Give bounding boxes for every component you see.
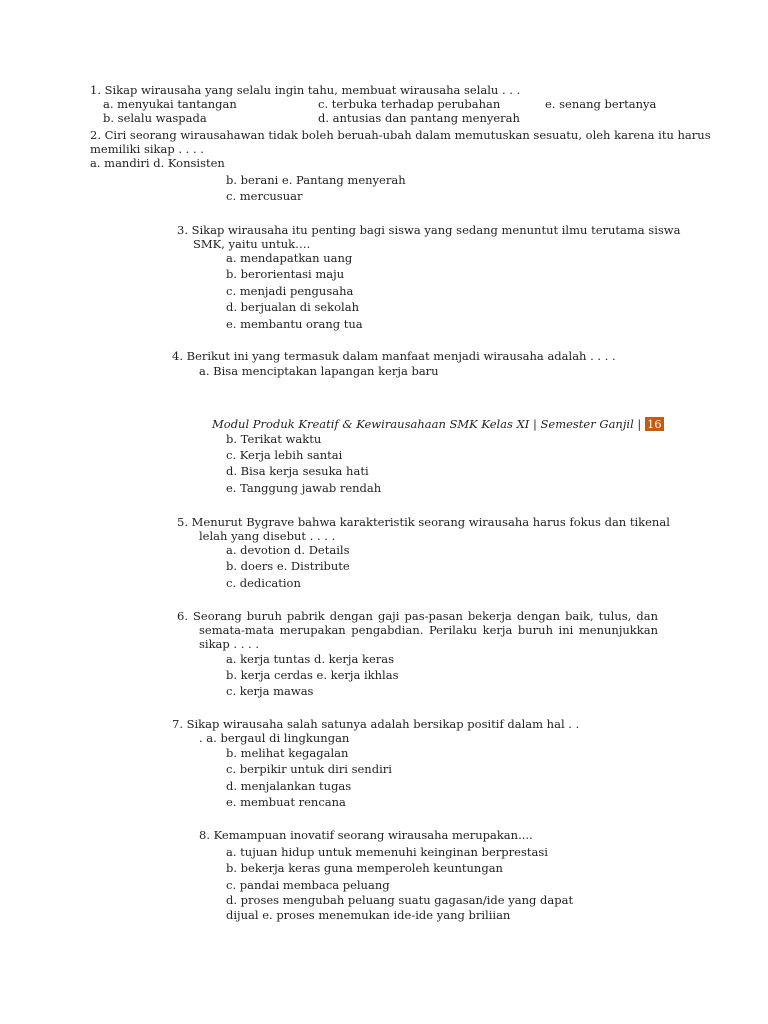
question-7-option-b: b. melihat kegagalan — [226, 746, 349, 760]
question-4-option-d: d. Bisa kerja sesuka hati — [226, 464, 369, 478]
question-2-option-line-2: b. berani e. Pantang menyerah — [226, 173, 406, 187]
question-3-option-d: d. berjualan di sekolah — [226, 300, 359, 314]
question-7-option-e: e. membuat rencana — [226, 795, 346, 809]
question-8-option-b: b. bekerja keras guna memperoleh keuntungan — [226, 861, 503, 875]
question-2-stem-line-2: memiliki sikap . . . . — [90, 142, 204, 156]
question-6-option-line-3: c. kerja mawas — [226, 684, 314, 698]
question-7-stem: 7. Sikap wirausaha salah satunya adalah bersikap positif dalam hal . . — [172, 717, 580, 731]
question-8-option-a: a. tujuan hidup untuk memenuhi keinginan berprestasi — [226, 845, 548, 859]
question-5-option-line-3: c. dedication — [226, 576, 301, 590]
question-6-option-line-1: a. kerja tuntas d. kerja keras — [226, 652, 395, 666]
page-number-badge: 16 — [646, 417, 662, 431]
question-7-option-a: . a. bergaul di lingkungan — [199, 731, 350, 745]
question-8-stem: 8. Kemampuan inovatif seorang wirausaha merupakan.... — [199, 828, 533, 842]
question-1-stem: 1. Sikap wirausaha yang selalu ingin tahu, membuat wirausaha selalu . . . — [90, 83, 521, 97]
question-1-option-c: c. terbuka terhadap perubahan — [318, 97, 501, 111]
question-6-option-line-2: b. kerja cerdas e. kerja ikhlas — [226, 668, 399, 682]
page-footer — [212, 416, 664, 432]
question-2-option-line-1: a. mandiri d. Konsisten — [90, 156, 225, 170]
question-2-stem-line-1: 2. Ciri seorang wirausahawan tidak boleh beruah-ubah dalam memutuskan sesuatu, oleh karena itu harus — [90, 128, 711, 142]
question-5-option-line-1: a. devotion d. Details — [226, 543, 350, 557]
question-8-option-d-cont: dijual e. proses menemukan ide-ide yang briliian — [226, 908, 511, 922]
question-1-option-a: a. menyukai tantangan — [103, 97, 237, 111]
question-8-option-d: d. proses mengubah peluang suatu gagasan/ide yang dapat — [226, 893, 574, 907]
question-6-stem-line-3: sikap . . . . — [199, 637, 260, 651]
question-3-option-b: b. berorientasi maju — [226, 267, 345, 281]
question-4-option-a: a. Bisa menciptakan lapangan kerja baru — [199, 364, 439, 378]
question-1-option-d: d. antusias dan pantang menyerah — [318, 111, 520, 125]
question-5-option-line-2: b. doers e. Distribute — [226, 559, 350, 573]
question-5-stem-line-2: lelah yang disebut . . . . — [199, 529, 336, 543]
question-4-option-b: b. Terikat waktu — [226, 432, 322, 446]
question-3-option-a: a. mendapatkan uang — [226, 251, 353, 265]
question-2-option-line-3: c. mercusuar — [226, 189, 303, 203]
question-5-stem-line-1: 5. Menurut Bygrave bahwa karakteristik seorang wirausaha harus fokus dan tikenal — [177, 515, 670, 529]
question-3-option-c: c. menjadi pengusaha — [226, 284, 354, 298]
footer-text: Modul Produk Kreatif & Kewirausahaan SMK Kelas XI | Semester Ganjil | — [212, 417, 645, 431]
question-3-stem-line-1: 3. Sikap wirausaha itu penting bagi siswa yang sedang menuntut ilmu terutama siswa — [177, 223, 681, 237]
question-4-option-e: e. Tanggung jawab rendah — [226, 481, 382, 495]
question-3-stem-line-2: SMK, yaitu untuk…. — [193, 237, 311, 251]
question-6-stem-line-1: 6. Seorang buruh pabrik dengan gaji pas-pasan bekerja dengan baik, tulus, dan — [177, 609, 658, 623]
question-4-option-c: c. Kerja lebih santai — [226, 448, 343, 462]
question-3-option-e: e. membantu orang tua — [226, 317, 363, 331]
question-7-option-c: c. berpikir untuk diri sendiri — [226, 762, 392, 776]
question-7-option-d: d. menjalankan tugas — [226, 779, 352, 793]
question-1-option-b: b. selalu waspada — [103, 111, 207, 125]
question-1-option-e: e. senang bertanya — [545, 97, 657, 111]
question-4-stem: 4. Berikut ini yang termasuk dalam manfaat menjadi wirausaha adalah . . . . — [172, 349, 616, 363]
question-8-option-c: c. pandai membaca peluang — [226, 878, 390, 892]
question-6-stem-line-2: semata-mata merupakan pengabdian. Perilaku kerja buruh ini menunjukkan — [199, 623, 658, 637]
